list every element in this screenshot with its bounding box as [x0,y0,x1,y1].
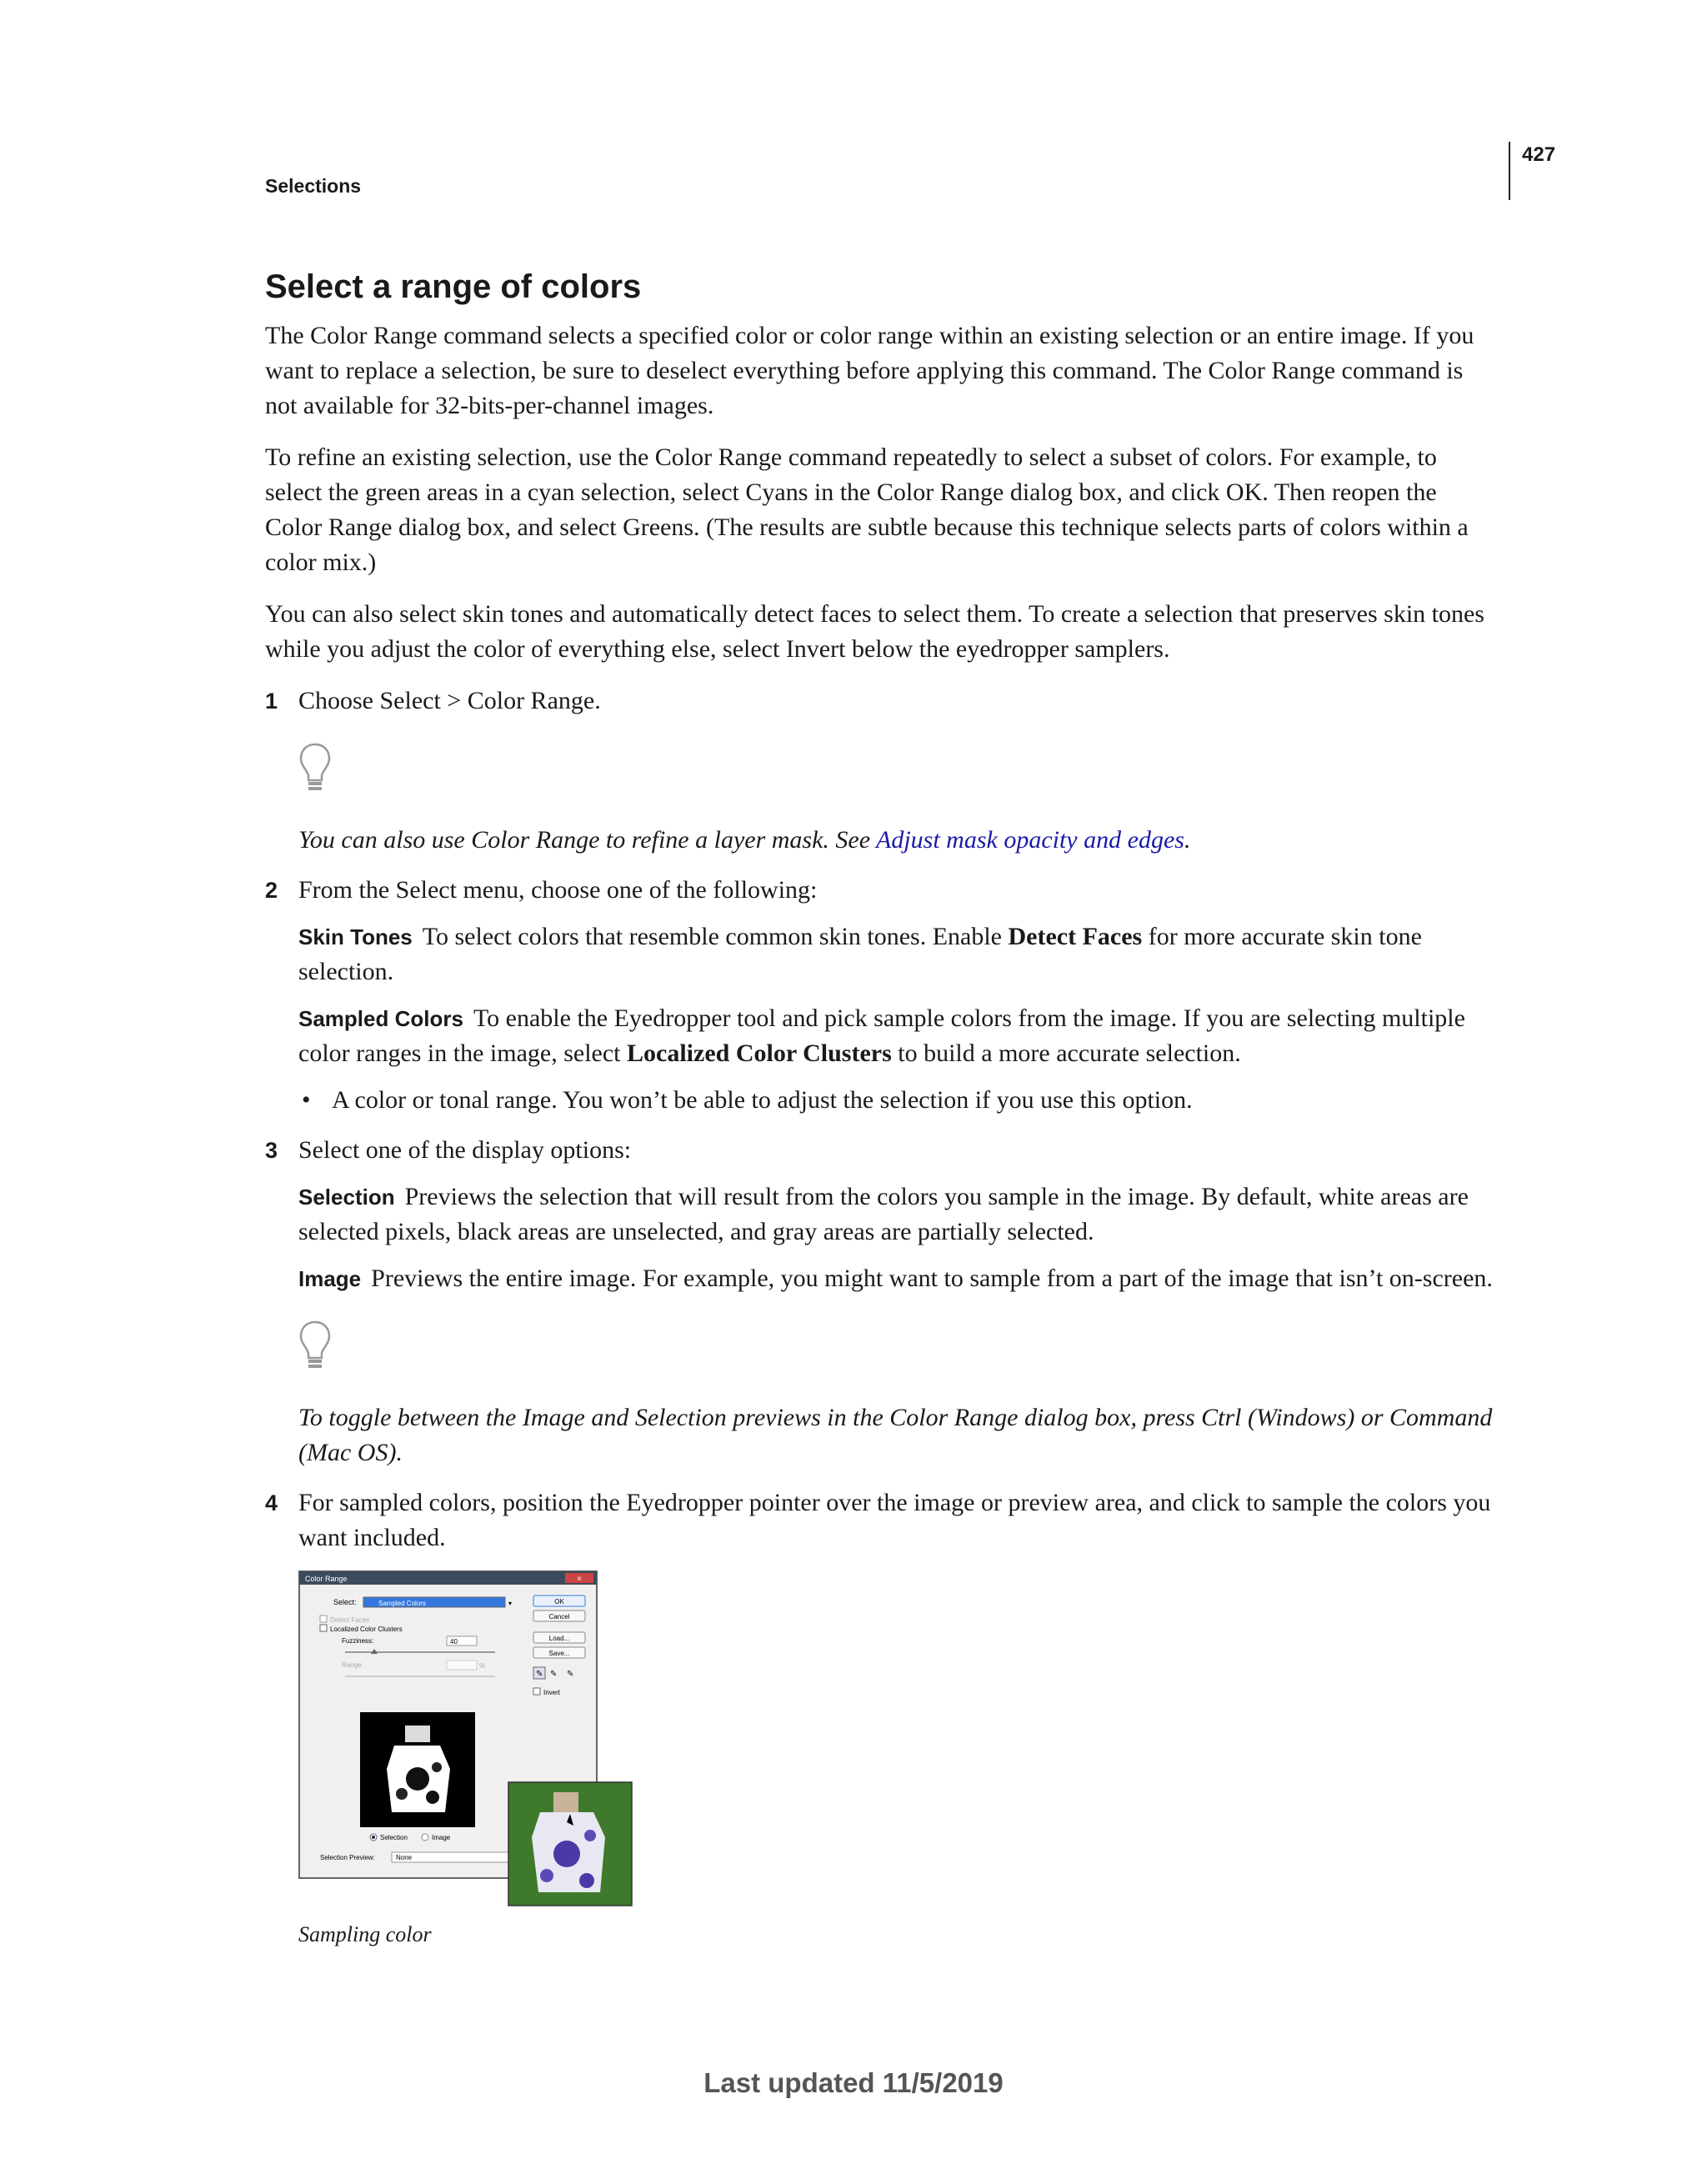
term-label: Skin Tones [298,924,413,949]
option-selection: Selection Previews the selection that will result from the colors you sample in the image. By default, white areas are selected pixels, black areas are unselected, and gray areas are partially selected. [298,1183,1469,1245]
figure-caption: Sampling color [298,1922,432,1946]
fuzziness-slider[interactable] [345,1651,495,1653]
step-2 [265,873,1499,1118]
option-image: Image Previews the entire image. For example, you might want to sample from a part of the image that isn’t on-screen. [298,1265,1493,1292]
tip-2 [298,1311,1499,1470]
page-number: 427 [1522,143,1556,166]
range-slider[interactable] [345,1676,495,1677]
term-label: Sampled Colors [298,1006,463,1031]
chevron-down-icon: ▾ [508,1600,513,1607]
tip-text: To toggle between the Image and Selection previews in the Color Range dialog box, press Ctrl (Windows) or Command (Mac OS). [298,1404,1493,1466]
invert-checkbox[interactable] [533,1688,540,1695]
step-3 [265,1133,1499,1296]
detect-faces-checkbox[interactable] [320,1615,327,1622]
image-radio-label: Image [432,1834,451,1841]
intro-paragraph: The Color Range command selects a specified color or color range within an existing selection or an entire image. If you want to replace a selection, be sure to deselect everything before applying this command. The Color Range command is not available for 32-bits-per-channel images. [265,322,1474,419]
step-number: 1 [265,689,278,714]
range-label: Range: [342,1661,363,1669]
step-text: From the Select menu, choose one of the following: [298,876,818,904]
term-label: Selection [298,1185,395,1210]
cancel-button-label: Cancel [548,1613,570,1620]
intro-paragraph: To refine an existing selection, use the Color Range command repeatedly to select a subset of colors. For example, to select the green areas in a cyan selection, select Cyans in the Color Range dialog box, and click OK. Then reopen the Color Range dialog box, and select Greens. (The results are subtle because this technique selects parts of colors within a color mix.) [265,443,1469,576]
step-number: 2 [265,878,278,903]
select-label: Select: [333,1598,357,1606]
image-radio[interactable] [422,1834,428,1841]
eyedropper-minus-icon[interactable]: ✎ [567,1670,574,1679]
range-unit: % [479,1662,486,1670]
invert-label: Invert [543,1689,561,1696]
localized-clusters-checkbox[interactable] [320,1625,327,1631]
step-text: Choose Select > Color Range. [298,687,601,714]
selection-radio-label: Selection [380,1834,408,1841]
running-head: Selections [265,175,362,197]
bullet-item: • A color or tonal range. You won’t be able to adjust the selection if you use this option. [298,1083,1499,1118]
adjust-mask-link[interactable]: Adjust mask opacity and edges [876,826,1184,854]
svg-text:✎: ✎ [536,1670,543,1679]
option-skin-tones: Skin Tones To select colors that resemble common skin tones. Enable Detect Faces for more accurate skin tone selection. [298,923,1422,985]
preview-value: None [396,1854,413,1861]
step-number: 3 [265,1138,278,1163]
fuzziness-value: 40 [450,1638,458,1646]
intro-paragraph: You can also select skin tones and automatically detect faces to select them. To create a selection that preserves skin tones while you adjust the color of everything else, select Invert below the eyedropper samplers. [265,600,1484,663]
fuzziness-label: Fuzziness: [342,1637,374,1645]
page-title: Select a range of colors [265,268,642,305]
option-sampled-colors: Sampled Colors To enable the Eyedropper tool and pick sample colors from the image. If you are selecting multiple color ranges in the image, select Localized Color Clusters to build a more accurate selection. [298,1004,1465,1067]
dialog-title: Color Range [305,1575,348,1583]
step-number: 4 [265,1490,278,1515]
localized-clusters-label: Localized Color Clusters [330,1625,403,1633]
step-text: Select one of the display options: [298,1136,632,1164]
close-icon: × [577,1575,582,1584]
step-1 [265,684,1499,719]
select-value: Sampled Colors [378,1600,426,1607]
color-range-figure [298,1570,648,1912]
footer-last-updated: Last updated 11/5/2019 [703,2067,1004,2098]
lightbulb-icon [298,742,332,794]
step-text: For sampled colors, position the Eyedropper pointer over the image or preview area, and click to sample the colors you want included. [298,1489,1491,1551]
lightbulb-icon [298,1320,332,1371]
bullet-icon: • [302,1086,311,1114]
eyedropper-plus-icon[interactable]: ✎ [550,1670,558,1679]
preview-label: Selection Preview: [320,1854,375,1861]
detect-faces-label: Detect Faces [330,1616,370,1624]
save-button-label: Save... [548,1650,570,1657]
step-4 [265,1485,1499,1555]
load-button-label: Load... [548,1635,570,1642]
color-range-dialog-screenshot [298,1570,648,1912]
ok-button-label: OK [554,1598,564,1605]
term-label: Image [298,1266,362,1291]
tip-1 [298,734,1499,858]
main-content [265,267,1499,1947]
header-rule [1509,142,1510,200]
tip-text: You can also use Color Range to refine a layer mask. See Adjust mask opacity and edges. [298,826,1191,854]
range-input[interactable] [447,1661,477,1670]
